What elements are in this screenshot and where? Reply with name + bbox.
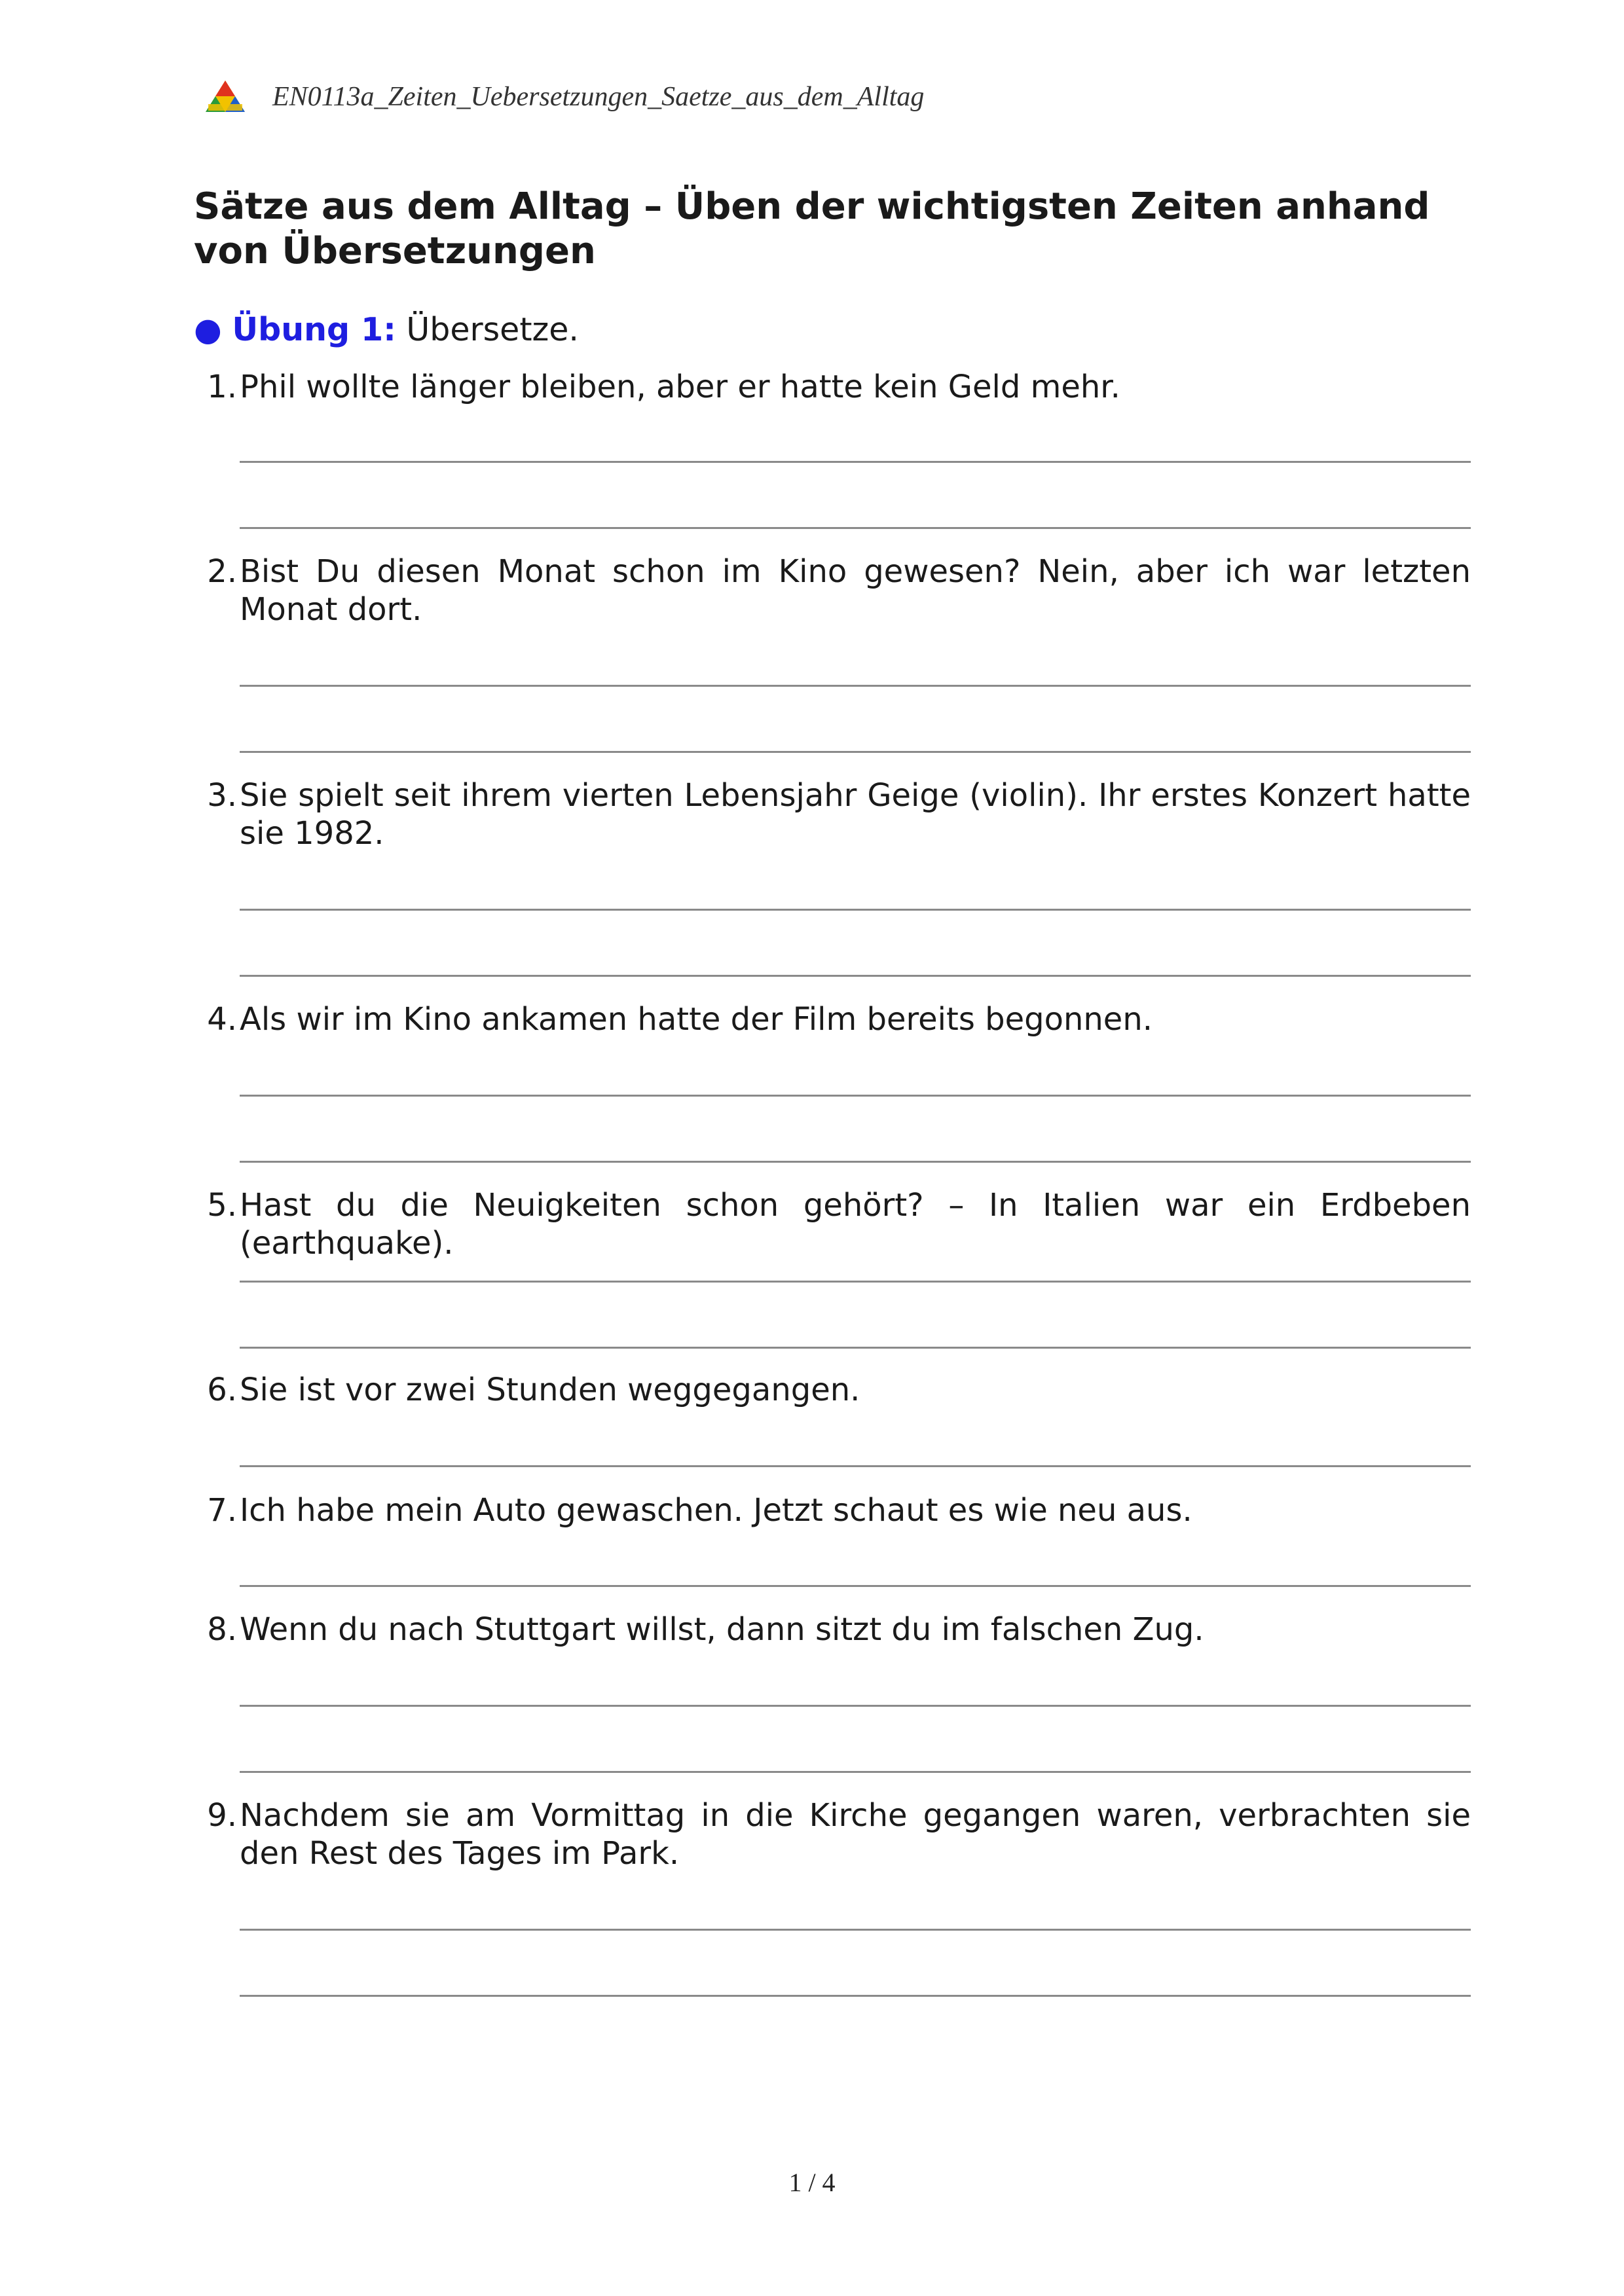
exercise-instruction: Übersetze.: [406, 311, 579, 348]
answer-line[interactable]: [240, 1705, 1471, 1707]
item-sentence: Bist Du diesen Monat schon im Kino gewesen? Nein, aber ich war letzten Monat dort.: [240, 553, 1471, 628]
page-number: 1 / 4: [788, 2168, 836, 2197]
item-number: 8.: [207, 1611, 237, 1648]
exercise-item: [196, 1491, 1471, 1529]
item-number: 9.: [207, 1797, 237, 1834]
exercise-item: [196, 776, 1471, 852]
item-number: 2.: [207, 553, 237, 590]
item-sentence: Wenn du nach Stuttgart willst, dann sitzt du im falschen Zug.: [240, 1611, 1204, 1648]
exercise-item: [196, 1000, 1471, 1038]
exercise-heading: [194, 309, 579, 351]
item-sentence: Als wir im Kino ankamen hatte der Film bereits begonnen.: [240, 1001, 1153, 1038]
exercise-item: [196, 368, 1471, 406]
item-sentence: Sie ist vor zwei Stunden weggegangen.: [240, 1372, 860, 1408]
answer-line[interactable]: [240, 1585, 1471, 1587]
item-sentence: Hast du die Neuigkeiten schon gehört? – In Italien war ein Erdbeben (earthquake).: [240, 1187, 1471, 1262]
item-number: 4.: [207, 1001, 237, 1038]
item-number: 5.: [207, 1187, 237, 1224]
exercise-bullet: ●: [194, 311, 222, 348]
item-number: 1.: [207, 369, 237, 405]
answer-line[interactable]: [240, 1161, 1471, 1163]
item-sentence: Phil wollte länger bleiben, aber er hatte kein Geld mehr.: [240, 369, 1120, 405]
document-filename: EN0113a_Zeiten_Uebersetzungen_Saetze_aus_dem_Alltag: [272, 82, 925, 112]
answer-line[interactable]: [240, 1771, 1471, 1773]
answer-line[interactable]: [240, 909, 1471, 911]
item-number: 3.: [207, 777, 237, 814]
item-sentence: Nachdem sie am Vormittag in die Kirche gegangen waren, verbrachten sie den Rest des Tages im Park.: [240, 1797, 1471, 1872]
answer-line[interactable]: [240, 1347, 1471, 1349]
answer-line[interactable]: [240, 685, 1471, 687]
page-header: [204, 77, 924, 117]
answer-line[interactable]: [240, 975, 1471, 977]
item-sentence: Ich habe mein Auto gewaschen. Jetzt schaut es wie neu aus.: [240, 1492, 1192, 1529]
answer-line[interactable]: [240, 1465, 1471, 1467]
exercise-label: Übung 1:: [232, 311, 396, 348]
exercise-item: [196, 1371, 1471, 1409]
item-number: 6.: [207, 1372, 237, 1408]
exercise-item: [196, 553, 1471, 629]
exercise-item: [196, 1186, 1471, 1262]
exercise-item: [196, 1611, 1471, 1649]
answer-line[interactable]: [240, 1929, 1471, 1931]
answer-line[interactable]: [240, 751, 1471, 753]
item-sentence: Sie spielt seit ihrem vierten Lebensjahr Geige (violin). Ihr erstes Konzert hatte sie 1982.: [240, 777, 1471, 852]
answer-line[interactable]: [240, 1095, 1471, 1097]
answer-line[interactable]: [240, 1995, 1471, 1997]
exercise-item: [196, 1796, 1471, 1872]
answer-line[interactable]: [240, 527, 1471, 529]
item-number: 7.: [207, 1492, 237, 1529]
answer-line[interactable]: [240, 461, 1471, 463]
page-title: Sätze aus dem Alltag – Üben der wichtigsten Zeiten anhand von Übersetzungen: [194, 185, 1430, 272]
answer-line[interactable]: [240, 1281, 1471, 1283]
pyramid-logo-icon: [204, 79, 246, 115]
